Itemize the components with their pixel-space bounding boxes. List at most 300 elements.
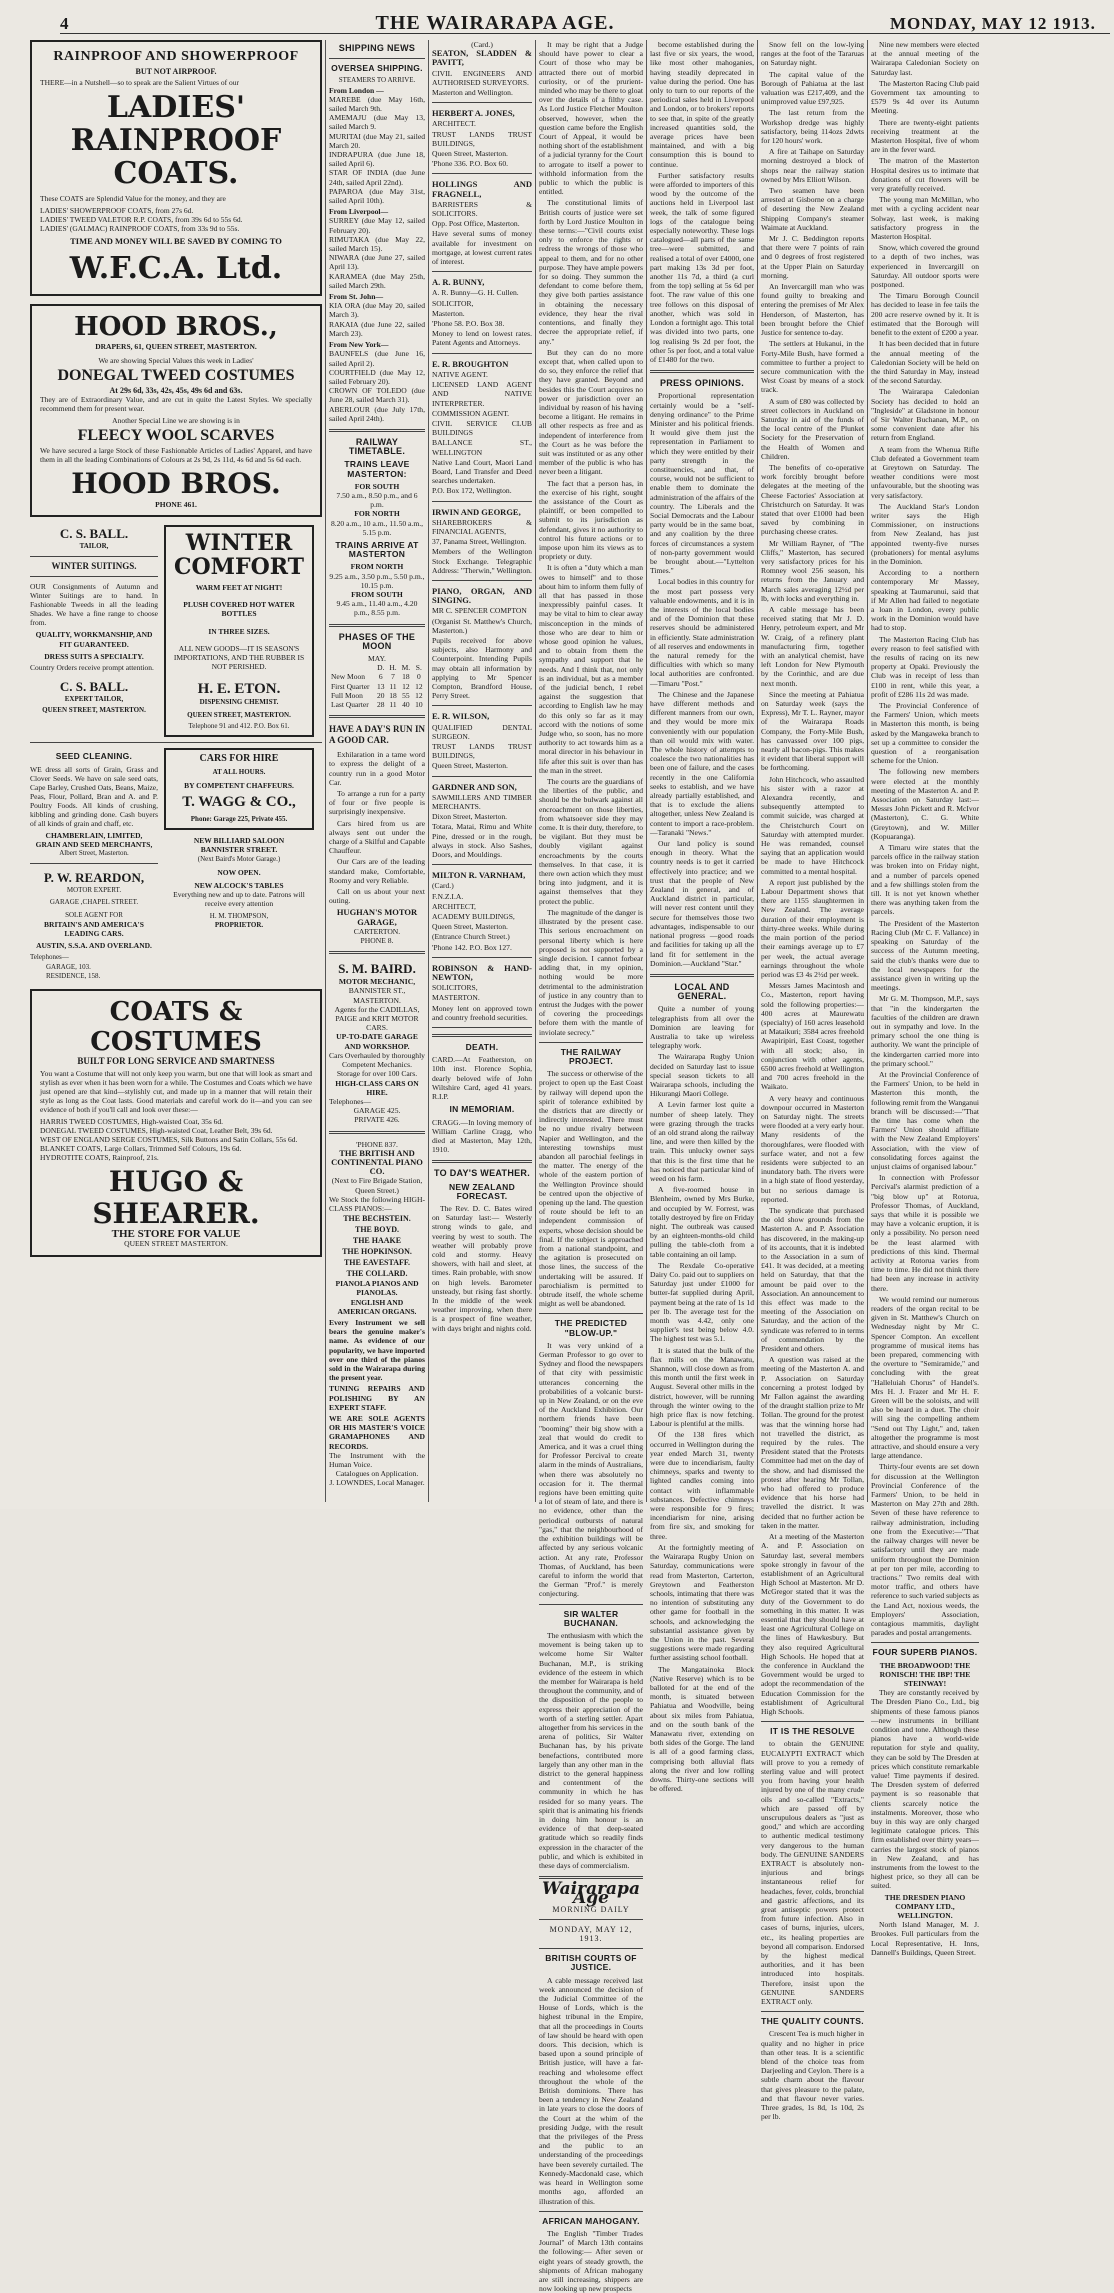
article-paragraph: An Invercargill man who was found guilty to breaking and entering the premises of Mr Alex Henderson, of Masterton, has been brought before the Chief Justice for sentence to-day. — [761, 282, 864, 338]
ship-list — [329, 216, 425, 290]
card-line: (Card.) — [432, 881, 454, 891]
ad-address: QUEEN STREET, MASTERTON. — [42, 706, 146, 715]
card-line: 'Phone 58. P.O. Box 38. — [432, 319, 505, 329]
column-shipping-rail — [329, 40, 425, 1502]
article-paragraph: Two seamen have been arrested at Gisborne on a charge of deserting the New Zealand Shipping Company's steamer Waimate at Auckland. — [761, 186, 864, 232]
article-paragraph: The Wairarapa Rugby Union decided on Saturday last to issue special season tickets to all Wairarapa schools, including the Hikurangi Maori College. — [650, 1052, 754, 1099]
table-cell: 28 — [376, 700, 385, 709]
column-cards — [432, 40, 532, 1502]
ship-entry: BAUNFELS (due June 16, sailed April 2). — [329, 349, 425, 368]
professional-card — [432, 278, 532, 353]
professional-card — [432, 109, 532, 174]
table-row — [329, 691, 425, 700]
table-cell: 7 — [391, 672, 395, 682]
card-name: E. R. BROUGHTON — [432, 358, 509, 369]
ad-text: They are of Extraordinary Value, and are cut in quite the Latest Styles. We specially recommend them for present wear. — [40, 394, 312, 413]
card-label: (Card.) — [471, 40, 493, 49]
section-heading: FOUR SUPERB PIANOS. — [872, 1647, 978, 1658]
article-paragraph: But they can do no more except that, when called upon to do so, they enforce the relief that they have granted. Beyond and besides this the Court acquires no power or jurisdiction over an individual by reason of his having become a litigant. He remains in all other respects as free and as independent of interference from the Court as he was before the suit was instituted or as any other member of the public is who has never been a litigant. — [539, 347, 643, 477]
ad-british-continental-piano — [329, 1140, 425, 1488]
ad-firm: THE DRESDEN PIANO COMPANY LTD., WELLINGTON. — [884, 1892, 966, 1921]
card-name: MILTON R. VARNHAM, — [432, 870, 526, 881]
section-heading: THE QUALITY COUNTS. — [761, 2016, 864, 2027]
section-heading: IT IS THE RESOLVE — [770, 1726, 855, 1737]
ad-firm: HUGO & SHEARER. — [92, 1165, 260, 1231]
ad-firm: J. LOWNDES, Local Manager. — [329, 1478, 425, 1488]
section-heading: THE PREDICTED "BLOW-UP." — [554, 1318, 628, 1338]
table-cell: 0 — [416, 672, 421, 682]
article-paragraph: The Chinese and the Japanese have different methods and different manners from our own, and they would be more mix conveniently with our population than oil would mix with water. The whole history of attempts to coalesce the two nationalities has been one of failure, and the cases recently in the one California seeks to establish, and we have already partially established, and that is to exclude the aliens altogether, unless New Zealand is content to import a race-problem.—Taranaki "News." — [650, 689, 754, 837]
ad-text: PIANOLA PIANOS AND PIANOLAS. — [335, 1279, 419, 1298]
card-name: ROBINSON & HAND-NEWTON, — [432, 962, 532, 983]
ship-entry: NIWARA (due June 27, sailed April 13). — [329, 253, 425, 272]
ad-price-item: WEST OF ENGLAND SERGE COSTUMES, Silk Buttons and Satin Collars, 55s 6d. — [40, 1135, 298, 1145]
article-paragraph: North Island Manager, M. J. Brookes. Full particulars from the Local Representative, H. Inns, Dannell's Buildings, Queen Street. — [871, 1920, 979, 1957]
rail-times: 9.25 a.m., 3.50 p.m., 5.50 p.m., 10.15 p.m. — [329, 571, 425, 590]
ad-price-list — [40, 1117, 312, 1162]
table-cell: 13 — [376, 681, 385, 691]
card-line: (Organist St. Matthew's Church, Masterton.) — [432, 616, 532, 635]
ad-text: Country Orders receive prompt attention. — [30, 663, 154, 673]
ad-title: RAINPROOF AND SHOWERPROOF — [53, 49, 299, 64]
article-paragraph: A Timaru wire states that the parcels office in the railway station was broken into on Friday night, and a number of parcels opened and a few shillings stolen from the till. It is not yet known whether there was anything taken from the parcels. — [871, 843, 979, 917]
section-subheading: NEW ZEALAND FORECAST. — [448, 1181, 516, 1201]
ad-text: We have secured a large Stock of these Fashionable Articles of Ladies' Apparel, and have them in all the leading Combinations of Colours at 2s 9d, 2s 11d, 4s 6d and 5s 6d each. — [40, 445, 312, 464]
table-cell: 20 — [376, 690, 385, 700]
ship-entry: MAREBE (due May 16th, sailed March 9th. — [329, 94, 425, 114]
article-paragraph: The syndicate that purchased the old show grounds from the Masterton A. and P. Association has discovered, in the making-up of its accounts, that it is indebted to the Association in a sum of £41. It was decided, at a meeting held on Saturday, that that the amount be paid over to the Association. An announcement to this effect was made to the meeting of the Association on Saturday, and the action of the syndicate was referred to in terms of commendation by the President and others. — [761, 1205, 864, 1354]
ad-phone: PRIVATE 426. — [354, 1115, 400, 1125]
professional-card — [432, 712, 532, 776]
ad-price-item: DONEGAL TWEED COSTUMES, High-waisted Coat, Leather Belt, 39s 6d. — [40, 1126, 273, 1136]
ad-heading: COATS & COSTUMES — [90, 997, 262, 1058]
list-item: THE COLLARD. — [346, 1269, 408, 1279]
ship-entry: AMEMAJU (due May 13, sailed March 9. — [329, 113, 425, 132]
ad-text: DRESS SUITS A SPECIALTY. — [44, 651, 144, 661]
ad-intro: THERE—in a Nutshell—so to speak are the Salient Virtues of our — [40, 78, 239, 88]
article-paragraph: According to a northern contemporary Mr Massey, speaking at Taumarunui, said that if Mr Allen had failed to negotiate a loan in London, every public work in the Dominion would have had to stop. — [871, 568, 979, 633]
card-line: TRUST LANDS TRUST BUILDINGS, — [432, 742, 532, 761]
column-editorial — [539, 40, 643, 2293]
list-item: THE EAVESTAFF. — [343, 1258, 411, 1268]
column-rule — [757, 40, 758, 1502]
rail-times: 8.20 a.m., 10 a.m., 11.50 a.m., 5.15 p.m. — [330, 518, 424, 537]
article-paragraph: The young man McMillan, who met with a cycling accident near Solway, last week, is making satisfactory progress in the Masterton Hospital. — [871, 195, 979, 242]
article-paragraph: The capital value of the Borough of Pahiatua at the last valuation was £217,409, and the unimproved value £97,925. — [761, 69, 864, 107]
ad-firm: P. W. REARDON, — [43, 870, 145, 886]
ad-body: These COATS are Splendid Value for the money, and they are — [40, 194, 226, 204]
article-paragraph: A report just published by the Labour Department shows that there are 1155 slaughtermen in New Zealand. The average duration of their employment is thirty-three weeks. While during the main portion of the period their earnings average up to £7 per week, the actual average earnings throughout the whole period was £3 4s 2½d per week. — [761, 877, 864, 979]
section-heading: THE RAILWAY PROJECT. — [560, 1046, 622, 1066]
article-paragraph: They are constantly received by The Dresden Piano Co., Ltd., big shipments of these famous pianos—new instruments in brilliant condition and tone. Although these pianos have a world-wide reputation for style and quality, they can be sold by The Dresden at prices which constitute remarkable value! Time payments if desired. The Dresden system of deferred payment is so reasonable that clients scarcely notice the instalments. Moreover, those who buy in this way are only charged legitimate catalogue prices. This firm established over thirty years—carries the largest stock of pianos in New Zealand, and has instruments from the lowest to the highest price, so they all can be suited. — [871, 1688, 979, 1891]
nameplate-date: MONDAY, MAY 12, 1913. — [549, 1924, 633, 1944]
ad-text: We are showing Special Values this week in Ladies' — [98, 355, 254, 365]
table-header: M. — [401, 663, 411, 673]
card-line: 'Phone 336. P.O. Box 60. — [432, 159, 509, 169]
ad-address: BANNISTER STREET. — [200, 845, 278, 855]
ad-text: Our Cars are of the leading standard make, Comfortable, Roomy and very Reliable. — [329, 857, 425, 885]
list-item: THE BOYD. — [354, 1225, 399, 1235]
card-line: Queen Street, Masterton. — [432, 761, 508, 771]
ad-price-list — [40, 206, 312, 233]
ad-hugo-shearer — [30, 989, 322, 1257]
ad-phone: Phone: Garage 225, Private 455. — [190, 815, 288, 824]
article-paragraph: In connection with Professor Percival's alarmist prediction of a "big blow up" at Rotorua, Professor Thomas, of Auckland, says that while it is possible we may have a volcanic eruption, it is only a possibility. No person need be the least alarmed with predictions of this kind. Thermal activity at Rotorua varies from time to time. He did not think there had been any increase in activity there. — [871, 1173, 979, 1293]
table-cell: 11 — [389, 700, 397, 709]
article-paragraph: It is often a "duty which a man owes to himself" and to those about him to inform them fully of all that has passed in those inexpressibly painful cases. It may be vital to him to clear away misconception in the minds of those who are dear to him or whose good opinion he values, and to obtain from them the sympathy and support that he needs. And I think that, not only is an individual, but as a member of the judicial bench, I rebel against the suggestion that according to English law he may do this only so far as it may accord with the notions of some Judge who, so soon, has no more authority to act towards him as a moral director in his behaviour in life after this suit is over than has the man in the street. — [539, 563, 643, 775]
card-line: 37, Panama Street, Wellington. — [432, 537, 527, 547]
card-line: ARCHITECT, — [432, 901, 476, 911]
ad-heading: DONEGAL TWEED COSTUMES — [57, 366, 295, 384]
ad-text: Agents for the CADILLAS, PAIGE and KRIT MOTOR CARS. — [334, 1004, 420, 1033]
table-cell: 18 — [389, 690, 397, 700]
card-line: Members of the Wellington Stock Exchange. Telegraphic Address: "Therwin," Wellington. — [432, 547, 532, 575]
rail-times: 7.50 a.m., 8.50 p.m., and 6 p.m. — [336, 490, 418, 510]
card-line: BARRISTERS & SOLICITORS. — [432, 199, 532, 219]
article-paragraph: become established during the last five or six years, the wood, like most other mahoganies, having steadily deprecated in value during the period. One has only to turn to our reports of the periodical sales held in Liverpool and London, or to brokers' reports to see that, in spite of the greatly increased quantities sold, the average prices have been maintained, and with a big consumption this is bound to continue. — [650, 40, 754, 169]
route-heading: From London — — [329, 85, 384, 95]
article-paragraph: We would remind our numerous readers of the organ recital to be given in St. Matthew's Church on Wednesday night by Mr C. Spencer Compton. An excellent programme of musical items has been prepared, commencing with the overture to "Semiramide," and concluding with the great "Halleluiah Chorus" of Handel's. Mrs H. J. Frazer and Mr H. F. Green will be the soloists, and will also be heard in a duet. The choir will sing the compelling anthem "Send out Thy Light," and, taken altogether the programme is most attractive, and should ensure a very large attendance. — [871, 1294, 979, 1461]
ad-phone: RESIDENCE, 158. — [46, 971, 101, 980]
card-line: ACADEMY BUILDINGS, — [432, 912, 515, 922]
article-paragraph: The matron of the Masterton Hospital desires us to intimate that donations of cut flowers will be very gratefully received. — [871, 156, 979, 194]
piano-brand-list — [329, 1213, 425, 1279]
ad-text: NOW OPEN. — [217, 867, 261, 877]
card-line: Money lent on approved town and country freehold securities. — [432, 1003, 532, 1022]
list-item: THE HOPKINSON. — [342, 1247, 412, 1257]
ad-text: PLUSH COVERED HOT WATER BOTTLES — [183, 600, 295, 619]
section-heading: RAILWAY TIMETABLE. — [348, 436, 406, 457]
professional-card — [432, 49, 532, 103]
card-line: (Entrance Church Street.) — [432, 932, 510, 942]
card-name: IRWIN AND GEORGE, — [432, 506, 521, 517]
card-line: Masterton. — [432, 308, 465, 318]
section-subheading: OVERSEA SHIPPING. — [331, 63, 423, 74]
article-paragraph: John Hitchcock, who assaulted his sister with a razor at Alexandra recently, and subsequently attempted to commit suicide, was charged at the Christchurch Court on Saturday with attempted murder. He was remanded, counsel saying that an application would be made to have Hitchcock committed to a mental hospital. — [761, 774, 864, 876]
table-cell: Full Moon — [331, 690, 363, 700]
article-paragraph: It was very unkind of a German Professor to go over to Sydney and flood the newspapers of that city with pessimistic utterances concerning the probabilities of a volcanic burst-up in New Zealand, or on the eve of the Auckland Exhibition. Our northern friends have been "booming" their big show with a zeal that would do credit to America, and it was a cruel thing for Professor Percival to create alarm in the minds of Australians, when there was absolutely no occasion for it. The thermal regions have been emitting quite a lot of steam of late, and there is no evidence, other than the periodical outbursts of natural "gas," that the neighbourhood of the exhibition buildings will be affected by any serious volcanic action. At any rate, Professor Thomas, of Auckland, has been careful to inform the world that the German "Prof." is merely conjecturing. — [539, 1340, 643, 1599]
ad-row-tailor-chemist — [30, 525, 322, 737]
rail-direction: FOR NORTH — [354, 509, 400, 519]
ad-text: UP-TO-DATE GARAGE AND WORKSHOP. — [336, 1032, 418, 1051]
ad-price-item: LADIES' SHOWERPROOF COATS, from 27s 6d. — [40, 206, 194, 216]
ad-address: QUEEN STREET, MASTERTON. — [187, 711, 291, 720]
route-heading: From New York— — [329, 340, 389, 350]
section-heading: PRESS OPINIONS. — [659, 378, 745, 389]
ad-text: WE ARE SOLE AGENTS OR HIS MASTER'S VOICE GRAMAPHONES AND RECORDS. — [329, 1413, 425, 1451]
table-row — [329, 700, 425, 709]
ad-trade: DISPENSING CHEMIST. — [199, 697, 279, 706]
table-header — [329, 663, 375, 672]
article-paragraph: The courts are the guardians of the liberties of the public, and should be the bulwark against all encroachment on those liberties, from whatsoever side they may come. It is their duty, therefore, to be vigilant. But they must be doubly vigilant against encroachments by the courts themselves. In that case, it is there own action which they must bring into judgment, and it is against themselves that they protect the public. — [539, 777, 643, 906]
ad-hughan-motor — [329, 724, 425, 945]
article-paragraph: Further satisfactory results were afforded to importers of this wood by the outcome of the auctions held in Liverpool last week, the talk of some figured logs of the catalogue being especially noteworthy. These logs catalogued—all parts of the same tree—were submitted, and realised a total of over £4000, one part making 13s 3d per foot, another 11s 7d, a third (a curl from the top) selling at 5s 6d per foot. The raw value of this one tree follows on this disposal of another, which was sold in London a fortnight ago. This total was divided into two parts, one log realising 9s 2d per foot, the other 5s per foot, and a total value of £1480 for the two. — [650, 170, 754, 364]
article-paragraph: A sum of £80 was collected by street collectors in Auckland on Saturday in aid of the funds of the local centre of the Plunket Society for the Preservation of the Health of Women and Children. — [761, 396, 864, 461]
article-paragraph: At a meeting of the Masterton A. and P. Association on Saturday last, several members spoke strongly in favour of the establishment of an Agricultural High School at Masterton. Mr D. McGregor stated that it was the duty of the Government to do something in this matter. It was essential that they should have at least one Agricultural College on the lines of Hawkesbury. But they also required Agricultural High Schools. He hoped that at the conference in Auckland the Government would be urged to adopt the recommendation of the Education Commission for the establishment of Agricultural High Schools. — [761, 1532, 864, 1716]
ad-cs-ball — [30, 525, 158, 737]
ad-text: BUILT FOR LONG SERVICE AND SMARTNESS — [77, 1056, 275, 1067]
ad-price-item: BLANKET COATS, Large Collars, Trimmed Self Colours, 19s 6d. — [40, 1144, 242, 1154]
ad-phone: PHONE 8. — [360, 936, 394, 946]
table-cell: 40 — [402, 700, 410, 709]
ad-price-item: LADIES' TWEED VALETOR R.P. COATS, from 39s 6d to 55s 6d. — [40, 215, 243, 225]
newspaper-nameplate: Wairarapa Age — [542, 1879, 640, 1909]
ship-entry: KIA ORA (due May 20, sailed March 3). — [329, 301, 425, 320]
ad-baird — [329, 960, 425, 1124]
article-paragraph: It is stated that the bulk of the flax mills on the Manawatu, Shannon, will close down as from this month until the first week in August. Several other mills in the district, however, will be running through the winter owing to the high price flax is now fetching. Labour is plentiful at the mills. — [650, 1345, 754, 1429]
article-paragraph: Nine new members were elected at the annual meeting of the Wairarapa Caledonian Society on Saturday last. — [871, 40, 979, 77]
ad-hood-bros — [30, 304, 322, 517]
ad-firm: C. S. BALL. — [59, 679, 129, 695]
ad-firm: HOOD BROS. — [71, 466, 281, 500]
table-row — [329, 682, 425, 691]
card-line: F.N.Z.I.A. — [432, 891, 464, 901]
table-cell: 12 — [415, 681, 423, 691]
rail-times: 9.45 a.m., 11.40 a.m., 4.20 p.m., 8.55 p.m. — [336, 599, 418, 618]
card-line: Opp. Post Office, Masterton. — [432, 219, 520, 229]
card-line: QUALIFIED DENTAL SURGEON. — [432, 722, 532, 741]
professional-card — [432, 783, 532, 866]
article-text: The Rev. D. C. Bates wired on Saturday last:— Westerly strong winds to gale, and veering by west to south. The weather will probably prove cold and stormy. Heavy showers, with hail and sleet, at times. Rain probable, with snow on high levels. Barometer unsteady, but rising fast shortly. In the middle of the week weather improving, when there is a prospect of fine weather, with days bright and nights cold. — [432, 1203, 532, 1333]
ad-firm: S. M. BAIRD. — [338, 961, 416, 977]
column-general-news — [871, 40, 979, 1957]
ship-entry: KARAMEA (due May 25th, sailed March 29th. — [329, 271, 425, 290]
column-rule — [867, 40, 868, 1502]
ad-address: DRAPERS, 61, QUEEN STREET, MASTERTON. — [95, 342, 257, 352]
ad-phone: Telephones— — [30, 953, 69, 962]
article-paragraph: The constitutional limits of British courts of justice were set forth by Lord Justice Moulton in these terms:—"Civil courts exist only to enforce the rights or redress the wrongs of those who appeal to them, and for no other purpose. They have ample powers for so doing. They summon the defendant to come before them, they give both parties assistance in obtaining the necessary evidence, they hear the rival contentions, and finally they decree the appropriate relief, if any." — [539, 198, 643, 346]
ad-heading: WINTER — [185, 530, 293, 557]
professional-card — [432, 508, 532, 581]
card-line: MR C. SPENCER COMPTON — [432, 606, 527, 616]
card-name: A. R. BUNNY, — [432, 277, 485, 288]
ad-text: We Stock the following HIGH-CLASS PIANOS:— — [329, 1194, 425, 1213]
table-cell: 10 — [415, 700, 423, 709]
column-rule — [535, 40, 536, 1502]
rail-direction: FOR SOUTH — [354, 481, 400, 491]
ad-row-seeds-cars — [30, 748, 322, 981]
card-line: Queen Street, Masterton. — [432, 922, 508, 932]
article-paragraph: A five-roomed house in Blenheim, owned by Mrs Burke, and occupied by W. Forrest, was totally destroyed by fire on Friday night. The outbreak was caused by an eighteen-months-old child pulling the table-cloth from a table containing an oil lamp. — [650, 1185, 754, 1259]
ad-address: GARAGE ,CHAPEL STREET. — [49, 898, 139, 907]
column-rule — [428, 40, 429, 1502]
card-name: PIANO, ORGAN, AND SINGING. — [432, 585, 532, 606]
card-line: Native Land Court, Maori Land Board, Land Transfer and Deed searches undertaken. — [432, 457, 532, 486]
ad-text: The Instrument with the Human Voice. — [329, 1450, 425, 1469]
article-paragraph: The fact that a person has, in the exercise of his right, sought the assistance of the Court as plaintiff, or been compelled to submit to its jurisdiction as defendant, gives it no authority to control his future actions or to impose upon him its views as to propriety or duty. — [539, 478, 643, 562]
ad-phone: Telephones— — [329, 1096, 372, 1106]
rail-direction: FROM NORTH — [350, 562, 404, 572]
ad-trade: TAILOR, — [79, 542, 109, 551]
article-paragraph: The Masterton Racing Club paid Government tax amounting to £579 9s 4d over its Autumn Meeting. — [871, 78, 979, 116]
section-heading: PHASES OF THE MOON — [338, 631, 416, 651]
article-paragraph: The Auckland Star's London writer says the High Commissioner, on instructions from New Zealand, has just appointed twenty-five nurses (probationers) for mental asylums in the Dominion. — [871, 501, 979, 566]
ad-heading: WINTER SUITINGS. — [51, 561, 137, 572]
ad-trade: MOTOR EXPERT. — [66, 886, 122, 895]
ad-wagg-billiards — [164, 748, 314, 981]
ad-tagline: TIME AND MONEY WILL BE SAVED BY COMING TO — [70, 236, 282, 247]
ad-firm: H. E. ETON. — [197, 680, 281, 697]
ad-firm: C. S. BALL. — [59, 526, 129, 542]
ad-phone: GARAGE 425. — [353, 1106, 401, 1116]
ad-address: CARTERTON. — [353, 926, 401, 936]
card-line: Dixon Street, Masterton. — [432, 812, 508, 822]
card-line: CIVIL ENGINEERS AND AUTHORISED SURVEYORS. — [432, 68, 532, 87]
notice-text: CARD.—At Featherston, on 10th inst. Florence Sophia, dearly beloved wife of John Wiltshire Card, aged 41 years. R.I.P. — [432, 1055, 532, 1102]
article-paragraph: The last return from the Workshop dredge was highly satisfactory, being 114ozs 2dwts for 120 hours' work. — [761, 108, 864, 146]
article-paragraph: The enthusiasm with which the movement is being taken up to welcome home Sir Walter Buchanan, M.P., is striking evidence of the esteem in which the member for Wairarapa is held throughout the community, and of the disposition of the people to express their appreciation of the worth of a sterling settler. Apart altogether from his services in the arena of politics, Sir Walter Buchanan has, by his private benefactions, contributed more largely than any other man in the district to the general happiness and contentment of the community in which he has resided for so many years. The spirit that is animating his friends in doing him honour is an evidence of that deep-seated gratitude which so readily finds expression in the character of the public, and which is exhibited in these days of commercialism. — [539, 1630, 643, 1870]
article-paragraph: Quite a number of young telegraphists from all over the Dominion are leaving for Australia to take up wireless telegraphy work. — [650, 1004, 754, 1051]
card-name: HOLLINGS AND FRAGNELL, — [432, 179, 532, 199]
card-line: A. R. Bunny—G. H. Cullen. — [432, 288, 519, 298]
card-line: 'Phone 142. P.O. Box 127. — [432, 942, 512, 952]
card-line: COMMISSION AGENT. — [432, 408, 510, 418]
section-subheading: TRAINS ARRIVE AT MASTERTON — [335, 539, 419, 560]
ad-wfca-raincoats — [30, 40, 322, 296]
card-line: SOLICITOR, — [432, 298, 474, 308]
article-paragraph: Crescent Tea is much higher in quality and no higher in price than other teas. It is a scientific blend of the choice teas from Darjeeling and Ceylon. There is a subtle charm about the flavour that gives pleasure to the palate, and that flavour never varies. Three grades, 1s 8d, 1s 10d, 2s per lb. — [761, 2029, 864, 2122]
ship-list — [329, 95, 425, 205]
article-paragraph: Mr G. M. Thompson, M.P., says that "in the kindergarten the faculties of the children are drawn out in sympathy and love. In the primary school the one thing is authority. We want the principle of the kindergarten carried more into the primary school." — [871, 994, 979, 1068]
professional-card — [432, 360, 532, 502]
ad-text: To arrange a run for a party of four or five people is surprisingly inexpensive. — [329, 789, 425, 817]
table-header: S. — [415, 663, 422, 673]
ad-heading: COMFORT — [173, 554, 305, 581]
article-paragraph: The settlers at Hukanui, in the Forty-Mile Bush, have formed a committee to further a project to secure communication with the West Coast by means of a stock track. — [761, 339, 864, 395]
card-line: LICENSED LAND AGENT AND NATIVE INTERPRETER. — [432, 380, 532, 408]
article-paragraph: A fire at Taihape on Saturday morning destroyed a block of shops near the railway station owned by Mrs Elliott Wilson. — [761, 147, 864, 184]
table-cell: Last Quarter — [331, 700, 369, 709]
card-line: SAWMILLERS AND TIMBER MERCHANTS. — [432, 792, 532, 812]
table-header-row — [329, 663, 425, 672]
ship-entry: RAKAIA (due June 22, sailed March 23). — [329, 319, 425, 338]
section-subheading: STEAMERS TO ARRIVE. — [338, 76, 416, 85]
ship-entry: CROWN OF TOLEDO (due June 28, sailed March 31). — [329, 386, 425, 405]
card-line: P.O. Box 172, Wellington. — [432, 486, 512, 496]
article-paragraph: Since the meeting at Pahiatua on Saturday week (says the Express), Mr T. L. Rayner, mayor of the Wairarapa Roads Company, the Forty-Mile Bush, has canvassed over 100 pigs, nearly all bacon-pigs. This makes it evident that liberal support will be forthcoming. — [761, 689, 864, 773]
list-item: THE BECHSTEIN. — [343, 1214, 411, 1224]
article-paragraph: Mr William Rayner, of "The Cliffs," Masterton, has secured very satisfactory prices for his Romney wool 256 season, his returns from the January and March sales averaging 12½d per lb, with locks and everything in. — [761, 538, 864, 603]
card-line: NATIVE AGENT. — [432, 369, 488, 379]
card-name: HERBERT A. JONES, — [432, 108, 515, 119]
professional-card — [432, 964, 532, 1028]
card-line: Queen Street, Masterton. — [432, 149, 508, 159]
ship-list — [329, 301, 425, 338]
article-paragraph: Thirty-four events are set down for discussion at the Wellington Provincial Conference of the Farmers' Union, to be held in Masterton on May 27th and 28th. Seven of these have reference to railway administration, including one from the Executive:—"That the railway charges will never be satisfactory until they are made uniform throughout the Dominion at per ton per mile, according to tractions." Two remits deal with motor traffic, and others have reference to such varied subjects as the Land Act, noxious weeds, the Employers' Association, contagious mammitis, daylight parades and postal arrangements. — [871, 1462, 979, 1638]
ad-eton-chemist — [164, 525, 314, 737]
card-line: BALLANCE ST., WELLINGTON — [432, 438, 532, 457]
article-paragraph: The Mangatainoka Block (Native Reserve) which is to be balloted for at the end of the month, is situated between Pahiatua and Woodville, being about six miles from Pahiatua, and on the south bank of the Manawatu river, extending on both sides of the Gorge. The land is all of a good farming class, comprising both alluvial flats along the river and low rolling downs. Thirty-one sections will be offered. — [650, 1664, 754, 1794]
ad-text: QUALITY, WORKMANSHIP, AND FIT GUARANTEED. — [35, 630, 153, 649]
ad-heading: SEED CLEANING. — [55, 751, 133, 762]
table-cell: 12 — [415, 690, 423, 700]
ad-tagline: THE STORE FOR VALUE — [111, 1228, 241, 1241]
ad-text: TUNING REPAIRS AND POLISHING BY AN EXPERT STAFF. — [329, 1384, 425, 1412]
article-paragraph: The President of the Masterton Racing Club (Mr C. F. Vallance) in speaking on Saturday of the success of the Autumn meeting, said the club's thanks were due to the local newspapers for the assistance given in writing up the meetings. — [871, 918, 979, 993]
section-heading: AFRICAN MAHOGANY. — [542, 2215, 640, 2226]
ad-wagg — [164, 748, 314, 830]
section-heading: IN MEMORIAM. — [449, 1104, 515, 1115]
ad-headline: LADIES' RAINPROOF COATS. — [70, 90, 282, 192]
article-paragraph: Of the 138 fires which occurred in Wellington during the year ended March 31, twenty were due to incendiarism, faulty chimneys, sparks and twenty to lighted candles coming into contact with inflammable substances. Defective chimneys were responsible for 9 fires; incendiarism for nine, arising from fire six, and smoking for three. — [650, 1430, 754, 1541]
newspaper-title: THE WAIRARAPA AGE. — [375, 12, 615, 34]
ad-text: Exhilaration in a tame word to express the delight of a country run in a good Motor Car. — [329, 750, 425, 787]
ad-address: (Next to Fire Brigade Station, Queen Street.) — [331, 1176, 423, 1195]
table-cell: 12 — [402, 681, 410, 691]
ad-text: NEW ALCOCK'S TABLES — [194, 881, 284, 891]
table-row — [329, 672, 425, 681]
ad-text: Storage for over 100 Cars. — [336, 1069, 418, 1079]
card-line: Totara, Matai, Rimu and White Pine, dressed or in the rough, always in stock. Also Sashes, Doors, and Mouldings. — [432, 822, 532, 860]
ad-phone: PHONE 461. — [155, 499, 197, 509]
ship-entry: SURREY (due May 12, sailed February 20). — [329, 216, 425, 235]
professional-card — [432, 180, 532, 272]
article-paragraph: The Timaru Borough Council has decided to lease in fee tails the 200 acre reserve owned by it. It is estimated that the Borough will benefit to the extent of £200 a year. — [871, 291, 979, 338]
ad-text: Cars Overhauled by thoroughly Competent Mechanics. — [329, 1050, 425, 1070]
card-name: SEATON, SLADDEN & PAVITT, — [432, 48, 532, 68]
ad-address: QUEEN STREET MASTERTON. — [124, 1239, 228, 1249]
ad-text: ALL NEW GOODS—IT IS SEASON'S IMPORTATIONS, AND THE RUBBER IS NOT PERISHED. — [173, 643, 305, 671]
article-paragraph: The success or otherwise of the project to open up the East Coast by railway will depend upon the spirit of tolerance exhibited by the districts that are directly or indirectly interested. There must be no undue rivalry between Napier and Wellington, and the interesting townships must abandon all parochial feelings in the matter. The energy of the whole of the eastern portion of the Wellington Province should be centred upon the objective of opening up the land. The question of route should be left to an independent commission of experts, whose decision should be final. If the subject is approached from a national standpoint, and the agitation is prosecuted on those lines, the success of the undertaking will be assured. If parochialism is permitted to obtrude itself, the whole scheme might as well be abandoned. — [539, 1069, 643, 1309]
table-cell: First Quarter — [331, 681, 370, 691]
article-paragraph: Snow fell on the low-lying ranges at the foot of the Tararuas on Saturday night. — [761, 40, 864, 68]
table-cell: 18 — [402, 672, 410, 682]
route-heading: From Liverpool— — [329, 207, 389, 217]
professional-card — [432, 587, 532, 706]
article-paragraph: Messrs James Macintosh and Co., Masterton, report having sold the following properties:—400 acres at Maurewatu (specialty) of 160 acres leasehold at Mataikuri; 3584 acres freehold Awapiripiri, East Coast, together with all stock; also, in conjunction with other agents, 6500 acres freehold at Wellington and 700 acres freehold in the Waikato. — [761, 981, 864, 1092]
section-heading: BRITISH COURTS OF JUSTICE. — [545, 1953, 637, 1973]
ship-entry: INDRAPURA (due June 18, sailed April 6). — [329, 150, 425, 169]
ad-heading: FLEECY WOOL SCARVES — [77, 426, 275, 444]
ad-trade: MOTOR MECHANIC, — [338, 977, 416, 987]
ad-text: SOLE AGENT FOR — [65, 910, 123, 919]
article-paragraph: The Masterton Racing Club has every reason to feel satisfied with the results of racing on its new property at Opaki. Previously the Club was in receipt of less than £100 in rent, while this year, a profit of £286 11s 2d was made. — [871, 634, 979, 699]
ship-list — [329, 349, 425, 423]
ad-text: ENGLISH AND AMERICAN ORGANS. — [337, 1297, 417, 1316]
card-line: Pupils received for above subjects, also Harmony and Counterpoint. Intending Pupils may obtain all information by applying to Mr Spencer Compton, Brandford House, Perry Street. — [432, 635, 532, 701]
route-heading: From St. John— — [329, 292, 384, 302]
ad-text: BRITAIN'S AND AMERICA'S LEADING CARS. — [44, 919, 144, 939]
article-paragraph: Our land policy is sound enough in theory. What the country needs is to get it carried effectively into practice; and we trust that the people of New Zealand in general, and of Auckland district in particular, will never rest content until they secure for themselves those two advantages, indispensable to our national progress —good roads and facilities for taking up all the land fit for settlement in the Dominion.—Auckland "Star." — [650, 839, 754, 968]
section-heading: TO DAY'S WEATHER. — [433, 1168, 531, 1179]
card-name: E. R. WILSON, — [432, 711, 490, 722]
article-paragraph: A question was raised at the meeting of the Masterton A. and P. Association on Saturday concerning a protest lodged by Mr Fallon against the awarding of the draught stallion prize to Mr Tollan. The ground for the protest was that the winning horse had not travelled the district, as required by the rules. The President stated that the Protests Committee had met on the day of the show, and had dismissed the protest after hearing Mr Tollan, who had offered to produce evidence that his horse had travelled the district. It was decided that no further action be taken in the matter. — [761, 1355, 864, 1530]
column-local-news — [761, 40, 864, 2122]
article-paragraph: The Wairarapa Caledonian Society has decided to hold an "Ingleside" at Gladstone in honour of Sir Walter Buchanan, M.P., on some convenient date after his return from England. — [871, 387, 979, 443]
page-number: 4 — [60, 14, 69, 33]
rail-direction: FROM SOUTH — [351, 589, 403, 599]
card-line: CIVIL SERVICE CLUB BUILDINGS — [432, 418, 532, 438]
section-subheading: TRAINS LEAVE MASTERTON: — [344, 459, 410, 479]
table-header: H. — [389, 663, 397, 673]
professional-cards — [432, 49, 532, 1028]
card-name: GARDNER AND SON, — [432, 781, 517, 792]
card-line: SOLICITORS, — [432, 983, 478, 993]
section-heading: LOCAL AND GENERAL. — [674, 981, 730, 1002]
ad-text: WARM FEET AT NIGHT! — [195, 583, 283, 593]
ad-firm: W.F.C.A. Ltd. — [69, 251, 283, 287]
article-paragraph: The following new members were elected at the monthly meeting of the Masterton A. and P. Association on Saturday last:—Messrs John Pickett and R. McIvor (Masterton), C. G. White (Greytown), and W. Miller (Kopuaranga). — [871, 767, 979, 841]
ad-price-item: LADIES' (GALMAC) RAINPROOF COATS, from 33s 9d to 55s. — [40, 224, 240, 234]
ship-entry: MURITAI (due May 21, sailed March 20. — [329, 131, 425, 150]
article-paragraph: The Rexdale Co-operative Dairy Co. paid out to suppliers on Saturday just under £1000 for butter-fat supplied during April, payment being at the rate of 1s 1d per lb. The average test for the month was 4.42, only one supplier's test being below 4.0. The highest test was 5.1. — [650, 1260, 754, 1344]
ad-heading: HAVE A DAY'S RUN IN A GOOD CAR. — [329, 724, 425, 746]
ad-text: OUR Consignments of Autumn and Winter Suitings are to hand. In Fashionable Tweeds in all the leading Shades. We have a fine range to choose from. — [30, 582, 158, 628]
ad-phone: 'PHONE 837. — [356, 1139, 398, 1149]
ad-text: BY COMPETENT CHAFFEURS. — [184, 780, 294, 790]
ad-trade: PROPRIETOR. — [214, 921, 264, 930]
article-paragraph: The English "Timber Trades Journal" of March 13th contains the following:— After seven or eight years of steady growth, the shipments of African mahogany are still increasing, shippers are now looking up new prospects — [539, 2228, 643, 2293]
